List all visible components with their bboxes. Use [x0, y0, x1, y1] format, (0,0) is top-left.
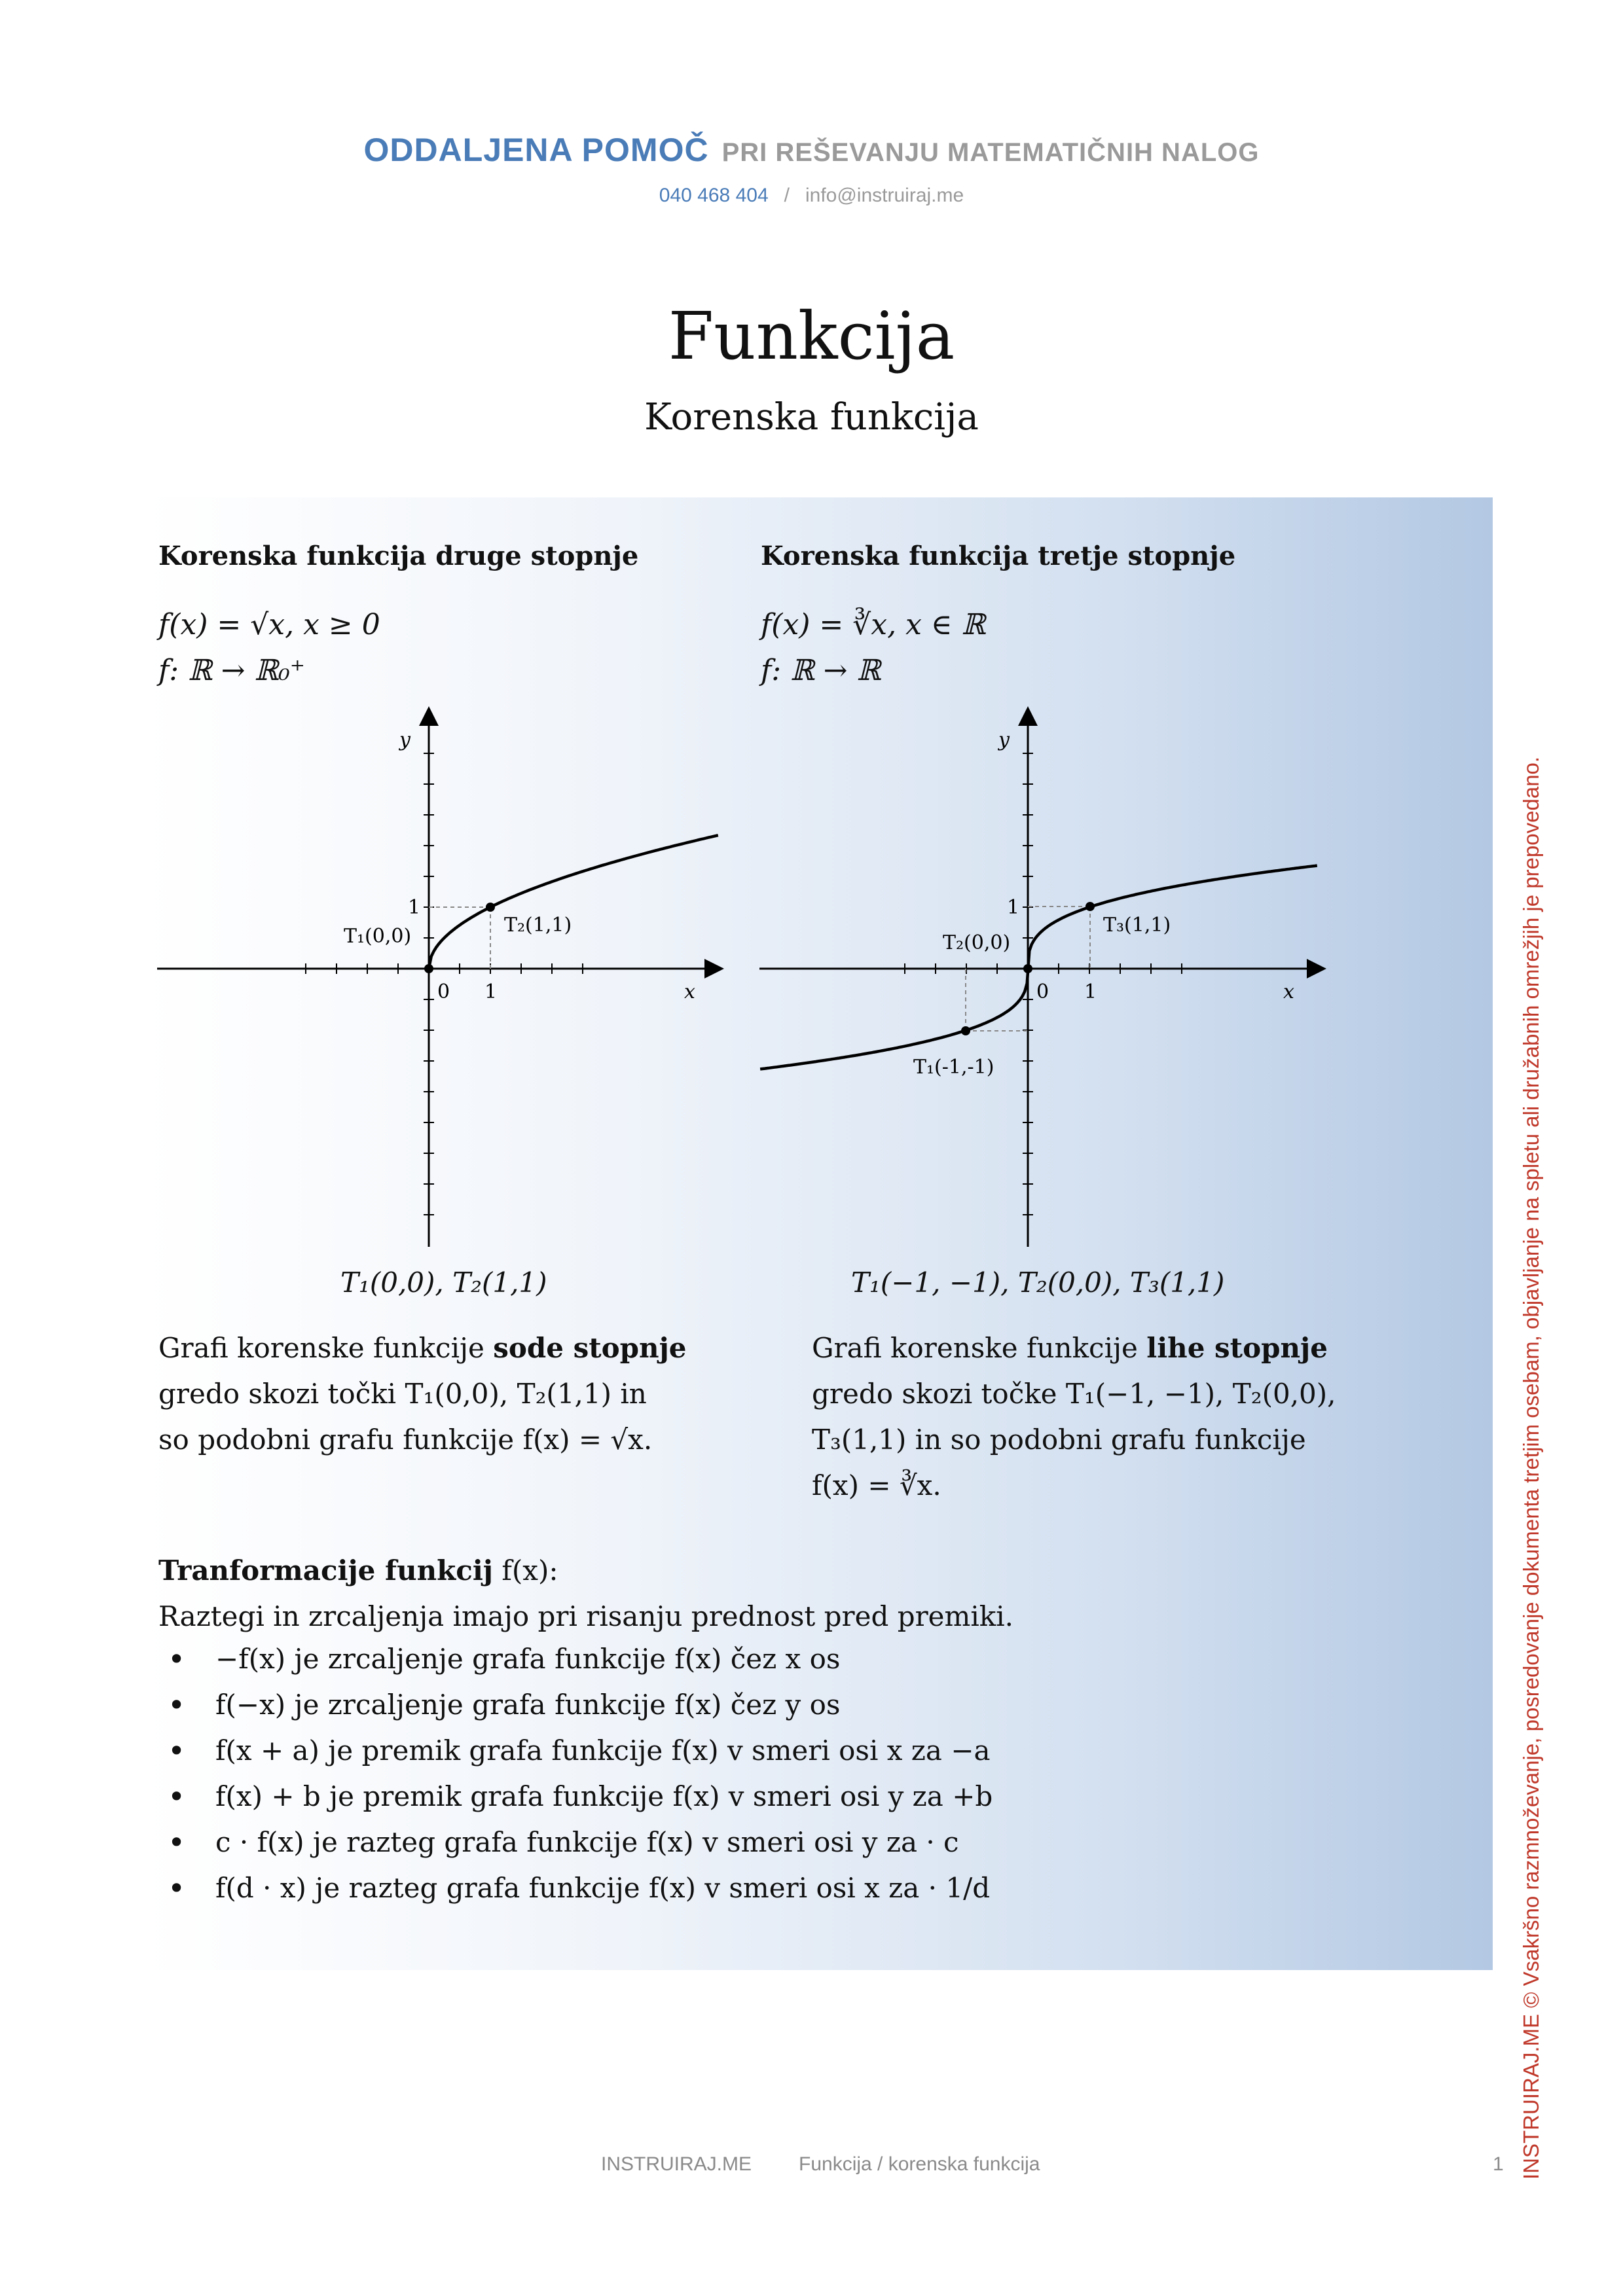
copyright-side-note: INSTRUIRAJ.ME © Vsakršno razmnoževanje, posredovanje dokumenta tretjim osebam, objavljanje na spletu ali družabnih omrežjih je prepovedano. — [1519, 756, 1543, 2179]
sqrt-t1-label: T₁(0,0) — [344, 925, 412, 948]
left-points-caption: T₁(0,0), T₂(1,1) — [340, 1266, 547, 1299]
sqrt-tick-x-label: 1 — [484, 980, 498, 1003]
list-item: • f(x + a) je premik grafa funkcije f(x) v smeri osi x za −a — [160, 1728, 993, 1774]
cbrt-point-t2 — [1023, 964, 1032, 973]
cbrt-point-t1 — [961, 1026, 970, 1035]
left-desc-line-1 — [158, 1325, 687, 1371]
left-desc-bold: sode stopnje — [493, 1332, 687, 1364]
sqrt-y-label: y — [399, 728, 410, 751]
contact-email[interactable]: info@instruiraj.me — [805, 185, 964, 206]
footer-brand[interactable]: INSTRUIRAJ.ME — [601, 2153, 752, 2175]
cbrt-graph — [759, 694, 1336, 1257]
right-heading: Korenska funkcija tretje stopnje — [761, 541, 1236, 571]
sqrt-t2-label: T₂(1,1) — [504, 914, 572, 937]
transform-list — [160, 1636, 993, 1911]
contact-phone[interactable]: 040 468 404 — [659, 185, 769, 206]
cbrt-x-label: x — [1283, 980, 1294, 1003]
right-formula-1: f(x) = ∛x, x ∈ ℝ — [761, 608, 986, 641]
right-desc-prefix: Grafi korenske funkcije — [812, 1332, 1147, 1364]
sqrt-tick-y-label: 1 — [408, 896, 421, 919]
list-item: • c · f(x) je razteg grafa funkcije f(x) v smeri osi y za · c — [160, 1820, 993, 1865]
list-item: • f(d · x) je razteg grafa funkcije f(x) v smeri osi x za · 1/d — [160, 1865, 993, 1911]
transform-heading — [158, 1548, 558, 1594]
page-subtitle: Korenska funkcija — [644, 396, 979, 439]
sqrt-curve — [429, 835, 718, 969]
left-desc-prefix: Grafi korenske funkcije — [158, 1332, 494, 1364]
cbrt-t1-label: T₁(-1,-1) — [913, 1056, 994, 1079]
sqrt-x-label: x — [684, 980, 695, 1003]
left-desc-line-3: so podobni grafu funkcije f(x) = √x. — [158, 1424, 653, 1456]
right-desc-line-4: f(x) = ∛x. — [812, 1469, 941, 1501]
left-formula-1: f(x) = √x, x ≥ 0 — [158, 608, 380, 641]
right-desc-line-1 — [812, 1325, 1328, 1371]
footer-page-number: 1 — [1493, 2153, 1504, 2175]
left-desc-line-2: gredo skozi točki T₁(0,0), T₂(1,1) in — [158, 1378, 647, 1410]
contact-separator: / — [784, 185, 790, 206]
cbrt-t3-label: T₃(1,1) — [1103, 914, 1171, 937]
right-formula-2: f: ℝ → ℝ — [761, 654, 881, 687]
cbrt-tick-y-label: 1 — [1007, 896, 1020, 919]
sqrt-origin-label: 0 — [437, 980, 450, 1003]
cbrt-point-t3 — [1085, 902, 1095, 911]
right-desc-bold: lihe stopnje — [1146, 1332, 1328, 1364]
sqrt-graph — [157, 694, 733, 1257]
transform-intro: Raztegi in zrcaljenja imajo pri risanju prednost pred premiki. — [158, 1600, 1013, 1632]
list-item: • −f(x) je zrcaljenje grafa funkcije f(x) čez x os — [160, 1636, 993, 1682]
sqrt-point-t1 — [424, 964, 433, 973]
cbrt-origin-label: 0 — [1036, 980, 1049, 1003]
left-heading: Korenska funkcija druge stopnje — [158, 541, 639, 571]
transform-heading-rest: f(x): — [492, 1554, 558, 1587]
cbrt-y-label: y — [998, 728, 1010, 751]
right-points-caption: T₁(−1, −1), T₂(0,0), T₃(1,1) — [851, 1266, 1225, 1299]
right-desc-line-2: gredo skozi točke T₁(−1, −1), T₂(0,0), — [812, 1378, 1336, 1410]
list-item: • f(−x) je zrcaljenje grafa funkcije f(x) čez y os — [160, 1682, 993, 1728]
cbrt-tick-x-label: 1 — [1084, 980, 1097, 1003]
footer-path: Funkcija / korenska funkcija — [799, 2153, 1040, 2175]
page-title: Funkcija — [668, 298, 955, 374]
header-title — [0, 131, 1623, 169]
cbrt-t2-label: T₂(0,0) — [943, 931, 1011, 954]
right-desc-line-3: T₃(1,1) in so podobni grafu funkcije — [812, 1424, 1306, 1456]
transform-heading-bold: Tranformacije funkcij — [158, 1554, 493, 1587]
left-formula-2: f: ℝ → ℝ₀⁺ — [158, 654, 305, 687]
brand-tagline: PRI REŠEVANJU MATEMATIČNIH NALOG — [721, 138, 1260, 167]
header-contact — [0, 185, 1623, 207]
list-item: • f(x) + b je premik grafa funkcije f(x) v smeri osi y za +b — [160, 1774, 993, 1820]
brand-name: ODDALJENA POMOČ — [363, 132, 709, 168]
sqrt-point-t2 — [486, 903, 495, 912]
cbrt-curve — [760, 866, 1317, 1069]
